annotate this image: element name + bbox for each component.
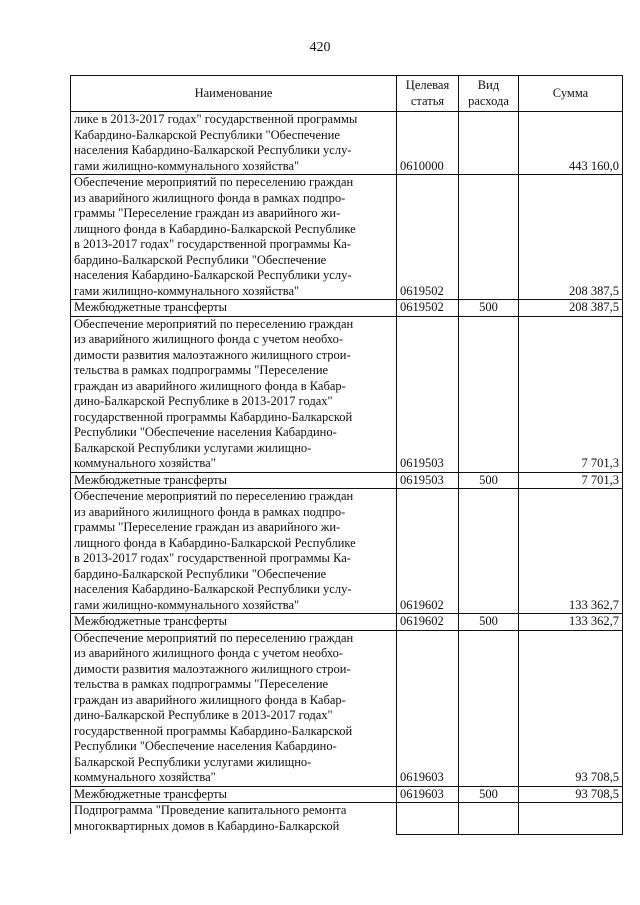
- row-name-cell: [71, 175, 397, 300]
- header-sum: Сумма: [519, 76, 623, 112]
- row-name-line: из аварийного жилищного фонда в рамках подпро-: [74, 190, 346, 205]
- row-kind-cell: 500: [459, 614, 519, 631]
- header-code-line1: Целевая: [405, 78, 450, 92]
- row-name-cell: [71, 112, 397, 175]
- row-kind-cell: 500: [459, 472, 519, 489]
- row-sum-cell: 7 701,3: [519, 472, 623, 489]
- row-name-line: Обеспечение мероприятий по переселению граждан: [74, 316, 354, 331]
- row-name-line: гами жилищно-коммунального хозяйства": [74, 283, 300, 298]
- row-name-line: димости развития малоэтажного жилищного строи-: [74, 661, 351, 676]
- row-kind-cell: 500: [459, 786, 519, 803]
- row-code-cell: 0619502: [397, 300, 459, 317]
- row-kind-cell: [459, 630, 519, 786]
- table-row: [71, 489, 623, 614]
- row-name-cell: [71, 803, 397, 835]
- row-kind-cell: [459, 316, 519, 472]
- table-row: [71, 614, 623, 631]
- row-name-line: многоквартирных домов в Кабардино-Балкарской: [74, 818, 340, 833]
- row-name-cell: [71, 630, 397, 786]
- row-sum-cell: 443 160,0: [519, 112, 623, 175]
- row-name-line: гами жилищно-коммунального хозяйства": [74, 597, 300, 612]
- row-name-cell: [71, 786, 397, 803]
- row-code-cell: 0619602: [397, 489, 459, 614]
- header-code: [397, 76, 459, 112]
- row-name-line: димости развития малоэтажного жилищного строи-: [74, 347, 351, 362]
- row-name-cell: [71, 300, 397, 317]
- table-row: [71, 175, 623, 300]
- row-name-line: Республики "Обеспечение населения Кабардино-: [74, 425, 337, 439]
- row-sum-cell: [519, 803, 623, 835]
- row-name-line: из аварийного жилищного фонда с учетом необхо-: [74, 332, 344, 346]
- row-code-cell: 0619602: [397, 614, 459, 631]
- row-name-line: лике в 2013-2017 годах" государственной программы: [74, 112, 358, 126]
- row-name-line: коммунального хозяйства": [74, 456, 216, 470]
- row-code-cell: 0619502: [397, 175, 459, 300]
- row-name-line: гами жилищно-коммунального хозяйства": [74, 158, 300, 173]
- row-name-line: граммы "Переселение граждан из аварийного жи-: [74, 520, 341, 534]
- table-row: [71, 803, 623, 835]
- row-sum-cell: 93 708,5: [519, 786, 623, 803]
- table-row: [71, 316, 623, 472]
- row-name-line: бардино-Балкарской Республики "Обеспечение: [74, 252, 327, 267]
- table-row: [71, 300, 623, 317]
- header-code-line2: статья: [410, 93, 445, 108]
- header-kind-line2: расхода: [468, 93, 509, 108]
- row-name-line: из аварийного жилищного фонда в рамках подпро-: [74, 504, 346, 519]
- row-name-line: тельства в рамках подпрограммы "Переселение: [74, 363, 329, 377]
- header-name: Наименование: [71, 76, 397, 112]
- row-name-line: граждан из аварийного жилищного фонда в Кабар-: [74, 378, 346, 393]
- row-name-line: в 2013-2017 годах" государственной программы Ка-: [74, 237, 351, 251]
- header-kind-line1: Вид: [477, 78, 500, 92]
- row-name-line: Кабардино-Балкарской Республики "Обеспечение: [74, 127, 340, 142]
- row-name-line: Обеспечение мероприятий по переселению граждан: [74, 175, 354, 189]
- row-sum-cell: 7 701,3: [519, 316, 623, 472]
- row-sum-cell: 133 362,7: [519, 489, 623, 614]
- row-name-line: государственной программы Кабардино-Балкарской: [74, 409, 353, 424]
- row-kind-cell: [459, 112, 519, 175]
- row-name-line: Балкарской Республики услугами жилищно-: [74, 440, 312, 455]
- row-name-line: государственной программы Кабардино-Балкарской: [74, 723, 353, 738]
- row-name-line: Подпрограмма "Проведение капитального ремонта: [74, 803, 347, 817]
- row-name-cell: [71, 316, 397, 472]
- table-row: [71, 630, 623, 786]
- table-row: [71, 112, 623, 175]
- row-name-line: населения Кабардино-Балкарской Республики услу-: [74, 143, 352, 157]
- row-code-cell: 0619603: [397, 786, 459, 803]
- row-name-cell: [71, 472, 397, 489]
- row-name-line: дино-Балкарской Республике в 2013-2017 годах": [74, 708, 333, 722]
- row-sum-cell: 133 362,7: [519, 614, 623, 631]
- row-name-line: населения Кабардино-Балкарской Республики услу-: [74, 582, 352, 596]
- table-row: [71, 472, 623, 489]
- row-code-cell: [397, 803, 459, 835]
- row-name-line: из аварийного жилищного фонда с учетом необхо-: [74, 646, 344, 660]
- row-kind-cell: [459, 175, 519, 300]
- row-name-line: коммунального хозяйства": [74, 770, 216, 784]
- row-name-line: Обеспечение мероприятий по переселению граждан: [74, 630, 354, 645]
- header-kind: [459, 76, 519, 112]
- row-name-line: Межбюджетные трансферты: [74, 786, 228, 801]
- row-code-cell: 0619503: [397, 316, 459, 472]
- row-name-line: Межбюджетные трансферты: [74, 614, 228, 628]
- row-sum-cell: 208 387,5: [519, 300, 623, 317]
- table-header-row: [71, 76, 623, 112]
- row-sum-cell: 93 708,5: [519, 630, 623, 786]
- row-name-line: в 2013-2017 годах" государственной программы Ка-: [74, 551, 351, 565]
- row-code-cell: 0619603: [397, 630, 459, 786]
- row-name-cell: [71, 614, 397, 631]
- row-name-line: дино-Балкарской Республике в 2013-2017 годах": [74, 394, 333, 408]
- row-name-line: Межбюджетные трансферты: [74, 472, 228, 487]
- row-name-line: тельства в рамках подпрограммы "Переселение: [74, 677, 329, 691]
- row-kind-cell: [459, 489, 519, 614]
- table-body: [71, 112, 623, 835]
- row-code-cell: 0610000: [397, 112, 459, 175]
- row-code-cell: 0619503: [397, 472, 459, 489]
- table-row: [71, 786, 623, 803]
- row-name-line: лищного фонда в Кабардино-Балкарской Республике: [74, 535, 356, 550]
- row-name-line: граммы "Переселение граждан из аварийного жи-: [74, 206, 341, 220]
- row-name-line: бардино-Балкарской Республики "Обеспечение: [74, 566, 327, 581]
- page-number: 420: [309, 40, 331, 55]
- row-name-line: населения Кабардино-Балкарской Республики услу-: [74, 268, 352, 282]
- row-name-line: Балкарской Республики услугами жилищно-: [74, 754, 312, 769]
- row-sum-cell: 208 387,5: [519, 175, 623, 300]
- row-name-line: граждан из аварийного жилищного фонда в Кабар-: [74, 692, 346, 707]
- row-kind-cell: 500: [459, 300, 519, 317]
- row-name-cell: [71, 489, 397, 614]
- row-name-line: лищного фонда в Кабардино-Балкарской Республике: [74, 221, 356, 236]
- row-name-line: Обеспечение мероприятий по переселению граждан: [74, 489, 354, 503]
- budget-table: [70, 75, 623, 835]
- row-name-line: Межбюджетные трансферты: [74, 300, 228, 314]
- row-name-line: Республики "Обеспечение населения Кабардино-: [74, 739, 337, 753]
- row-kind-cell: [459, 803, 519, 835]
